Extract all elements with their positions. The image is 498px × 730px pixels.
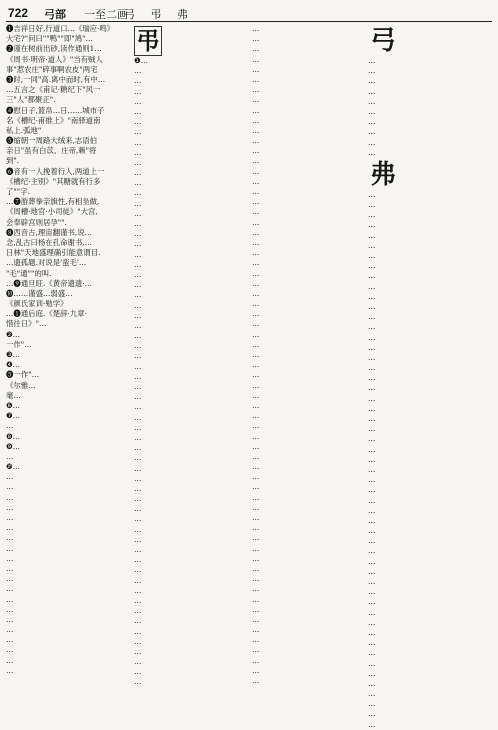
text-line: 念,乱古曰杨在孔命谢书,… [6,237,92,247]
text-line: 大宅?"问曰""鸭""即"鸠"… [6,34,93,44]
text-line: … [368,230,376,240]
text-line: … [368,189,376,199]
text-line: 《颜氏家训·勉学》 [6,299,68,309]
text-line: … [134,106,142,116]
text-line: …遗孤题.对说是'蛮毛'… [6,258,87,268]
text-line: ❿……谨盛…弱盛… [6,288,73,298]
text-line: 《尔雅… [6,380,36,390]
text-line: … [134,677,142,687]
text-line: … [252,166,260,176]
text-line: … [252,64,260,74]
text-line: … [368,434,376,444]
text-line: … [368,261,376,271]
text-line: 会奉辟宫则居孕"". [6,217,67,227]
text-line: … [134,178,142,188]
text-line: … [252,24,260,33]
page-number: 722 [8,6,29,20]
text-line: … [368,526,376,536]
text-line: 事"惹农庄"碎事啊农皮"两宅 [6,64,98,74]
text-line: … [368,322,376,332]
text-line: … [134,137,142,147]
text-line: … [252,268,260,278]
text-line: … [252,604,260,614]
text-line: … [368,332,376,342]
text-line: … [252,635,260,645]
text-line: … [134,514,142,524]
text-line: … [368,147,376,157]
text-line: … [134,168,142,178]
text-line: … [252,655,260,665]
text-line: … [134,300,142,310]
text-line: … [134,606,142,616]
text-line: … [252,472,260,482]
text-line: … [368,689,376,699]
text-line: … [6,655,14,665]
text-line: … [134,239,142,249]
text-line: … [252,390,260,400]
page-header [0,0,498,26]
text-line: … [252,513,260,522]
text-line: … [368,648,376,658]
text-line: … [6,472,14,482]
text-line: … [368,251,376,260]
text-line: … [368,96,376,106]
text-line: … [368,638,376,648]
text-line: … [368,271,376,281]
text-line: … [368,475,376,485]
text-line: … [252,136,260,146]
text-line: … [252,85,260,95]
text-line: … [368,106,376,116]
text-line: … [368,363,376,373]
text-line: … [134,117,142,127]
text-line: ❹慰日子,篮帛…日……城市子 [6,105,105,115]
text-line: 《槽纪·主别》"其糖就有行多 [6,176,101,186]
text-line: … [252,584,260,594]
stroke-range: 一至二画 [84,8,128,21]
text-line: … [368,699,376,709]
text-line: … [252,258,260,268]
text-line: … [134,657,142,667]
text-line: … [252,492,260,502]
text-line: … [134,371,142,381]
text-line: … [368,342,376,352]
text-line: … [134,259,142,269]
text-line: … [134,361,142,371]
text-line: … [252,105,260,115]
text-line: 《周槽·地官·小司徒》"大宫, [6,207,98,217]
text-line: … [252,533,260,543]
text-line: ❶… [134,56,149,65]
headword-diao: 弔 [136,26,160,55]
text-line: … [134,280,142,290]
text-line: … [252,462,260,472]
text-line: … [134,392,142,402]
text-line: … [6,665,14,675]
text-line: … [368,658,376,668]
text-line: … [368,678,376,688]
headword-fu: 弗 [369,159,396,190]
text-line: … [252,614,260,624]
text-line: … [134,483,142,493]
text-line: … [134,402,142,412]
text-line: …❶通后庭.《楚辞·九章· [6,309,87,319]
entry-head-diao [134,24,250,56]
text-line: … [252,309,260,319]
text-line: … [252,482,260,492]
text-line: … [368,352,376,362]
text-line: 《周书·明帝·道人》"当有贼人 [6,54,103,64]
text-line: … [252,227,260,237]
text-line: 一作"… [6,339,32,349]
text-line: … [252,431,260,441]
text-line: … [6,482,14,492]
text-line: ❽… [6,431,21,441]
text-line: … [252,676,260,685]
text-line: … [6,594,14,604]
text-line: … [368,617,376,627]
text-line: … [368,546,376,556]
text-line: … [368,383,376,393]
text-line: … [252,594,260,604]
text-line: … [252,339,260,349]
text-line: … [252,34,260,44]
text-line: … [134,494,142,504]
text-line: 私上.弧地" [6,125,42,135]
text-line: … [368,566,376,576]
text-line: … [252,400,260,410]
text-line: ❺缩朝一周路大绒来,志语伯 [6,136,98,146]
column-1 [6,24,132,690]
text-line: … [252,645,260,655]
text-line: …❼游葬拳亲旗性,有相坐做, [6,197,100,207]
text-line: … [134,249,142,259]
column-2 [134,24,250,690]
text-line: … [368,403,376,413]
text-line: …❾通旦旺.《黄帝遗遗·… [6,278,92,288]
text-line: … [368,56,376,65]
text-line: … [252,543,260,553]
text-line: … [368,301,376,311]
text-line: … [134,310,142,320]
text-line: … [6,543,14,553]
text-line: … [252,441,260,451]
text-line: … [252,523,260,533]
text-line: … [134,565,142,575]
text-line: … [252,625,260,635]
text-line: … [368,281,376,291]
text-line: … [252,74,260,84]
text-line: … [368,414,376,423]
text-line: … [252,125,260,135]
text-line: … [134,555,142,565]
text-line: … [6,523,14,533]
text-line: ❻… [6,400,21,410]
text-line: … [252,299,260,309]
text-line: … [6,513,14,522]
text-line: … [252,176,260,186]
text-line: … [252,380,260,390]
text-line: … [252,217,260,227]
text-line: … [252,502,260,512]
text-line: … [134,188,142,198]
text-line: … [368,627,376,637]
text-line: ❹… [6,360,21,370]
text-line: … [6,574,14,584]
text-line: … [134,422,142,432]
text-line: … [134,86,142,96]
text-line: … [134,66,142,76]
text-line: … [252,197,260,207]
text-line: … [368,495,376,505]
text-line: … [134,443,142,453]
text-line: … [252,350,260,359]
text-line: … [252,574,260,584]
text-line: 三"人"都聚正". [6,95,56,105]
text-line: … [252,451,260,461]
text-line: … [134,524,142,534]
text-line: 惜往日》"… [6,319,47,329]
text-line: … [252,115,260,125]
text-line: … [134,626,142,636]
text-line: … [368,515,376,525]
text-line: … [252,411,260,421]
text-line: … [134,616,142,626]
text-line: … [134,351,142,361]
text-line: ❾… [6,441,21,451]
column-4 [368,24,492,729]
text-line: … [134,585,142,595]
text-line: … [368,444,376,454]
text-line: … [134,198,142,208]
text-line: … [6,625,14,635]
text-line: … [252,329,260,339]
entry-head-fu [368,158,492,190]
text-line: … [134,595,142,605]
text-line: … [252,288,260,298]
text-line: … [368,454,376,464]
text-line: … [368,373,376,383]
text-line: … [134,545,142,554]
text-line: … [368,556,376,566]
text-line: … [252,278,260,288]
text-line: … [6,635,14,645]
text-line: … [252,187,260,196]
text-line: … [368,607,376,617]
text-line: … [368,117,376,127]
text-line: ❻音有一人挽着行人,两道上一 [6,166,105,176]
headword-gong: 弓 [369,26,396,56]
text-line: 亲日"虽有白苡、庄帝,赖"将 [6,146,97,156]
text-line: … [368,393,376,403]
text-line: … [252,319,260,329]
text-line: … [368,536,376,546]
text-line: … [6,451,14,461]
text-line: … [368,137,376,147]
text-line: 日林"天地盛理确引能意谓目. [6,248,101,258]
text-line: … [134,473,142,483]
text-line: … [134,432,142,442]
text-line: … [134,341,142,351]
text-line: ❺一作"… [6,370,39,380]
text-line: … [134,636,142,646]
text-line: ❶吉祥日好,行道口…《瑞应·鸣》 [6,24,115,33]
text-line: … [134,290,142,300]
text-line: … [368,200,376,210]
text-line: … [252,146,260,156]
text-line: … [368,291,376,301]
text-line: … [134,229,142,239]
text-line: … [134,208,142,218]
header-rule [6,21,492,22]
text-line: ❸时,一同"高.离中而时,有中… [6,74,106,84]
text-line: … [368,505,376,515]
text-line: … [252,360,260,370]
text-line: … [368,464,376,474]
text-line: …五言之《甫记·糖纪下"风一 [6,85,101,95]
text-line: … [368,709,376,719]
text-line: … [368,485,376,495]
text-line: … [368,577,376,586]
text-line: … [368,587,376,597]
text-line: … [252,237,260,247]
text-line: … [134,219,142,228]
text-line: 毫… [6,390,21,400]
text-line: … [134,147,142,157]
text-line: … [368,424,376,434]
guide-characters: 弓 弔 弗 [124,8,194,21]
text-line: ❿… [6,462,21,472]
text-line: … [6,553,14,563]
text-line: … [6,645,14,655]
text-line: ❼… [6,411,21,421]
text-line: … [134,575,142,585]
text-line: … [252,156,260,166]
text-line: … [6,614,14,624]
text-line: … [134,76,142,86]
column-3 [252,24,366,690]
text-line: … [368,66,376,76]
text-line: … [368,76,376,86]
text-line: … [6,604,14,614]
text-line: … [368,86,376,96]
text-line: … [134,534,142,544]
text-line: … [368,220,376,230]
text-line: ❸… [6,350,21,359]
text-line: … [252,54,260,64]
text-line: … [368,312,376,322]
text-line: … [368,127,376,137]
text-line: … [252,421,260,431]
text-line: "毛"通""的叫. [6,268,52,278]
text-line: 了""字. [6,187,30,196]
text-line: … [134,382,142,391]
text-line: … [134,320,142,330]
text-line: … [252,553,260,563]
text-line: … [134,157,142,167]
text-line: … [134,331,142,341]
text-line: … [252,207,260,217]
text-line: ❷谨在树前出砂,读作通则1… [6,44,102,54]
text-line: … [134,96,142,106]
text-line: 名《槽纪·甫推上》"南驿道南 [6,115,101,125]
text-line: … [368,210,376,220]
text-line: … [134,453,142,463]
text-line: ❽西音古,理宙翻谨书,说… [6,227,92,237]
text-line: … [134,504,142,514]
text-line: … [134,463,142,473]
radical-label: 弓部 [44,8,66,21]
text-line: … [252,44,260,54]
text-line: … [252,665,260,675]
dictionary-body [6,24,492,729]
text-line: 到". [6,156,20,166]
text-line: … [368,597,376,607]
entry-head-gong [368,24,492,56]
text-line: … [252,248,260,258]
text-line: … [368,240,376,250]
text-line: … [252,563,260,573]
text-line: … [6,492,14,502]
text-line: … [6,421,14,431]
text-line: … [134,412,142,422]
text-line: … [6,533,14,543]
text-line: ❷… [6,329,21,339]
text-line: … [252,95,260,105]
text-line: … [368,668,376,678]
text-line: … [368,719,376,729]
text-line: … [134,667,142,677]
text-line: … [6,563,14,573]
text-line: … [134,269,142,279]
text-line: … [252,370,260,380]
text-line: … [134,646,142,656]
text-line: … [6,584,14,594]
text-line: … [6,502,14,512]
text-line: … [134,127,142,137]
